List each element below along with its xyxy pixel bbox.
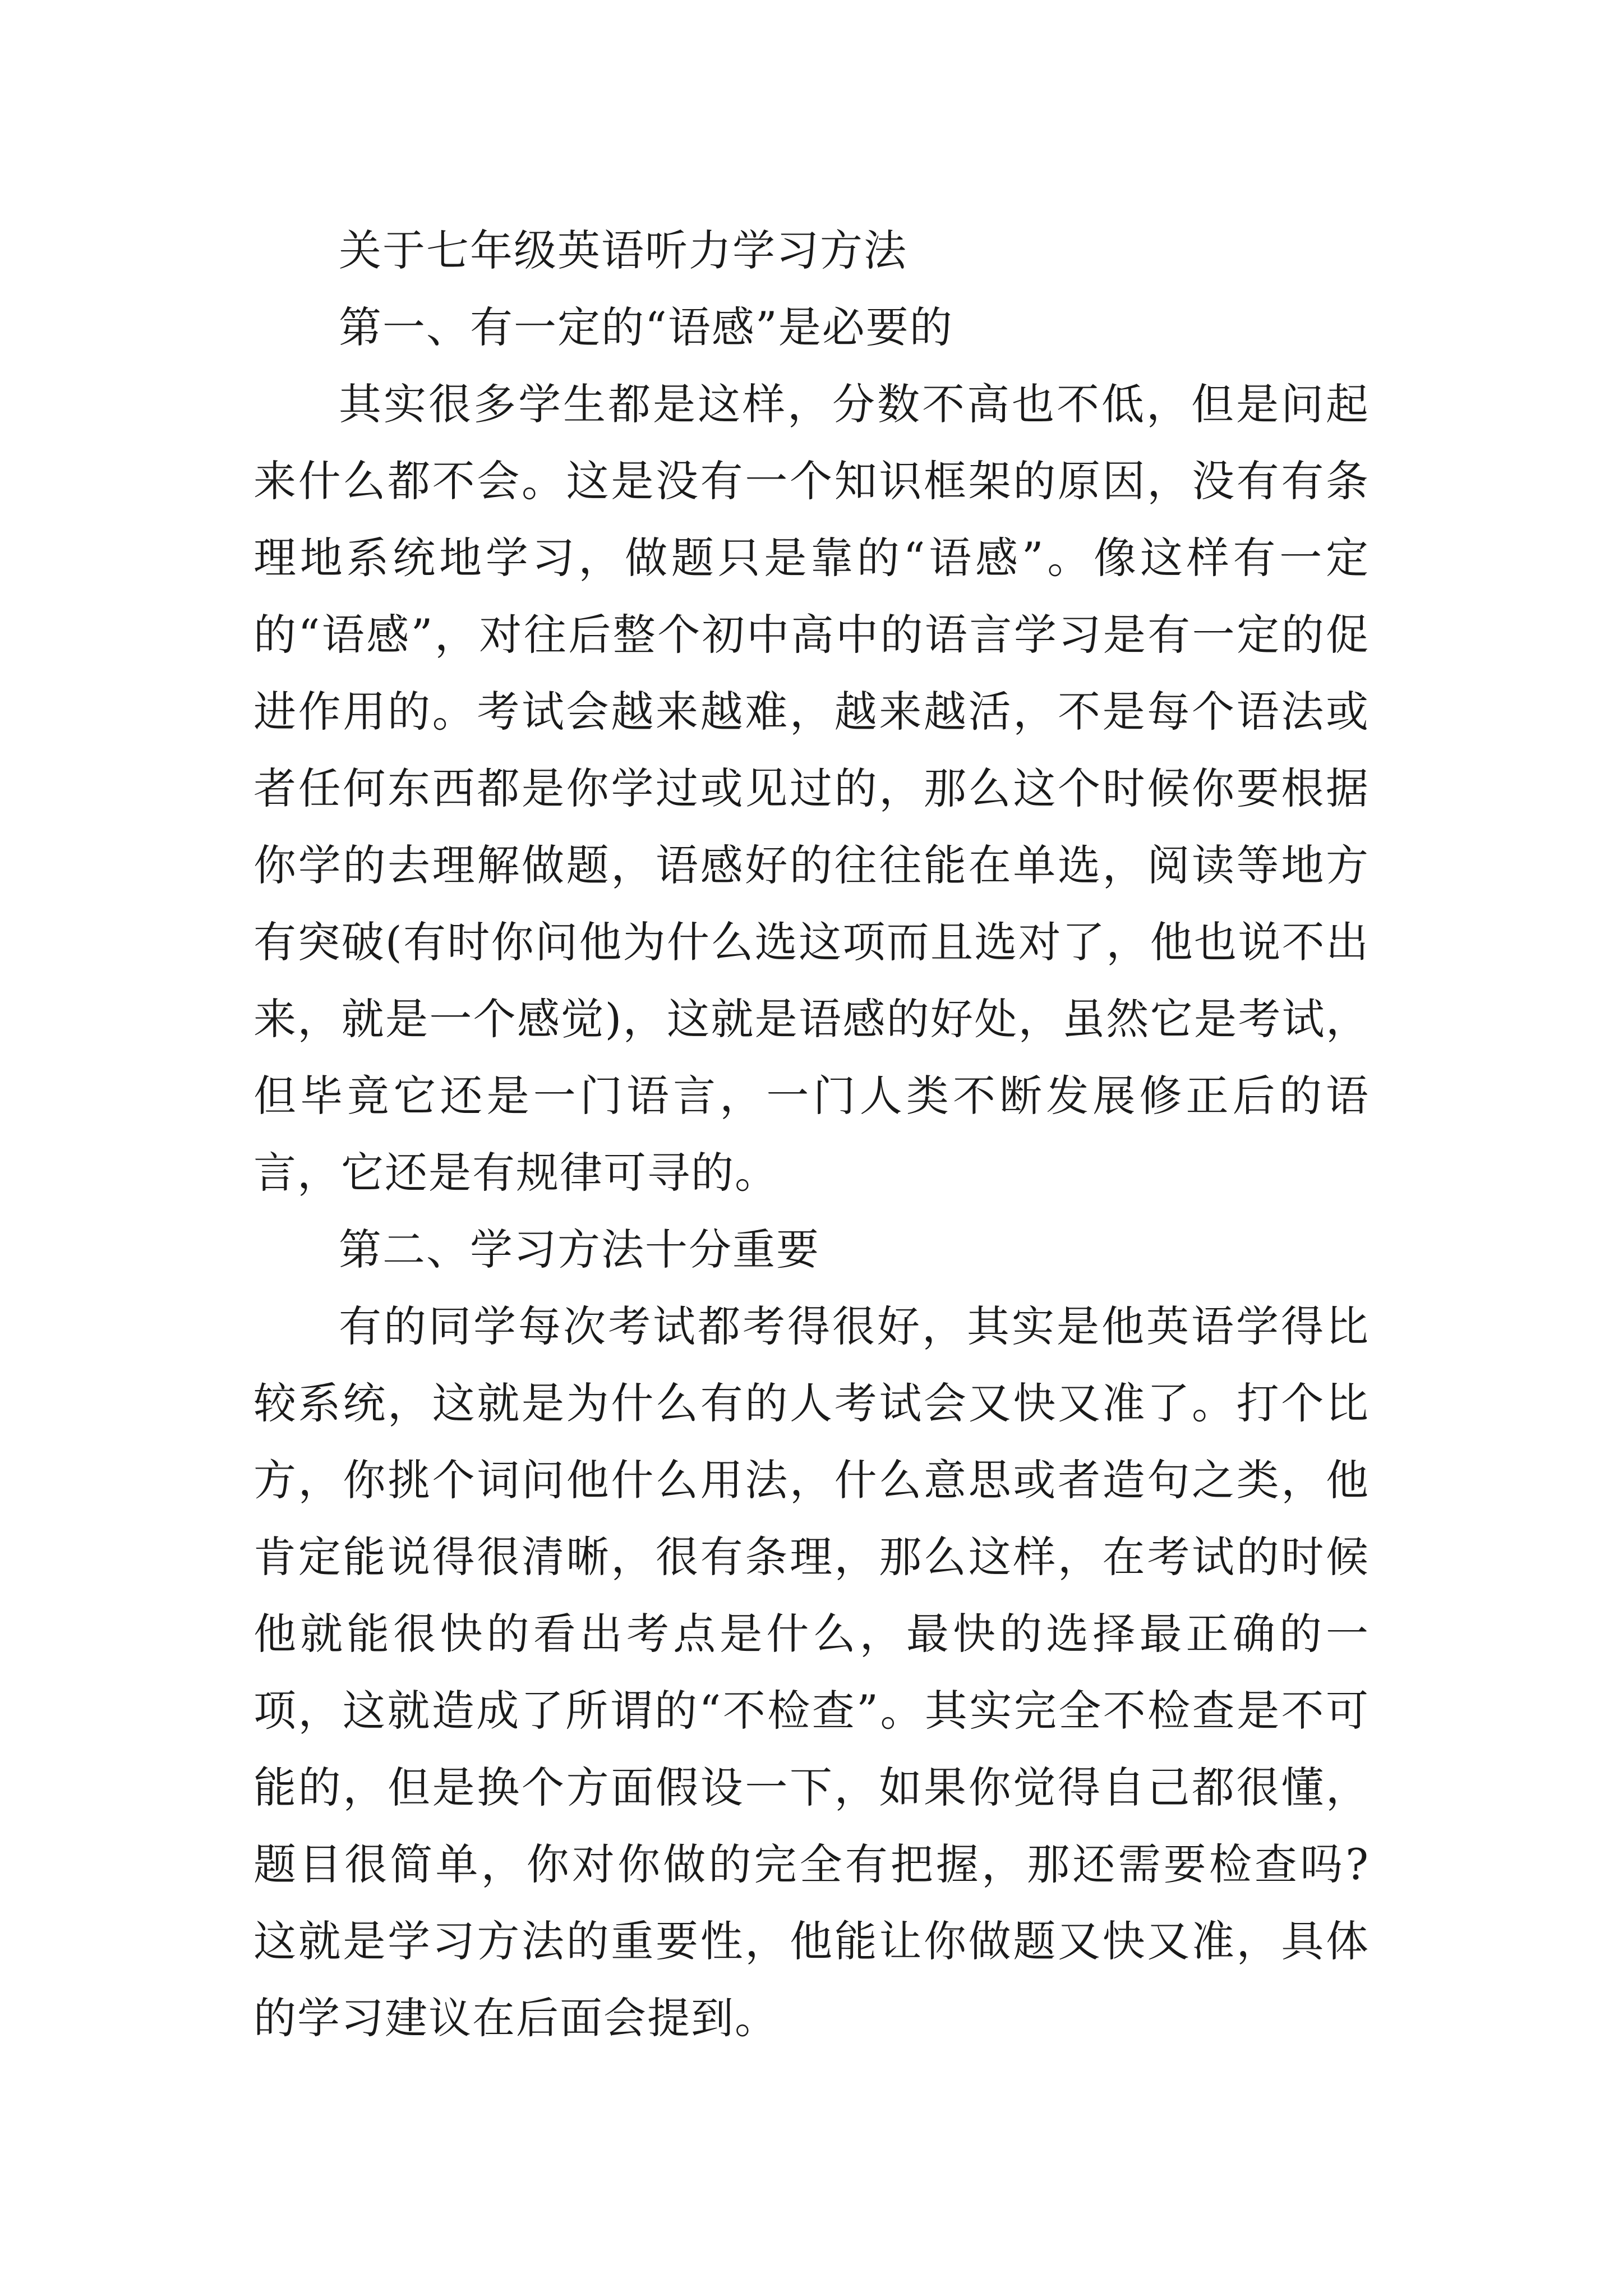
section-1-paragraph: 其实很多学生都是这样，分数不高也不低，但是问起来什么都不会。这是没有一个知识框架的原因，没有有条理地系统地学习，做题只是靠的“语感”。像这样有一定的“语感”，对往后整个初中高中的语言学习是有一定的促进作用的。考试会越来越难，越来越活，不是每个语法或者任何东西都是你学过或见过的，那么这个时候你要根据你学的去理解做题，语感好的往往能在单选，阅读等地方有突破(有时你问他为什么选这项而且选对了，他也说不出来，就是一个感觉)，这就是语感的好处，虽然它是考试，但毕竟它还是一门语言，一门人类不断发展修正后的语言，它还是有规律可寻的。 xyxy=(253,379,1370,1198)
section-2-heading: 第二、学习方法十分重要 xyxy=(339,1225,820,1274)
document-body xyxy=(253,212,1370,2056)
document-title: 关于七年级英语听力学习方法 xyxy=(339,226,907,275)
section-1-heading: 第一、有一定的“语感”是必要的 xyxy=(339,302,953,352)
section-2-paragraph: 有的同学每次考试都考得很好，其实是他英语学得比较系统，这就是为什么有的人考试会又快又准了。打个比方，你挑个词问他什么用法，什么意思或者造句之类，他肯定能说得很清晰，很有条理，那么这样，在考试的时候他就能很快的看出考点是什么，最快的选择最正确的一项，这就造成了所谓的“不检查”。其实完全不检查是不可能的，但是换个方面假设一下，如果你觉得自己都很懂，题目很简单，你对你做的完全有把握，那还需要检查吗?这就是学习方法的重要性，他能让你做题又快又准，具体的学习建议在后面会提到。 xyxy=(253,1301,1370,2043)
